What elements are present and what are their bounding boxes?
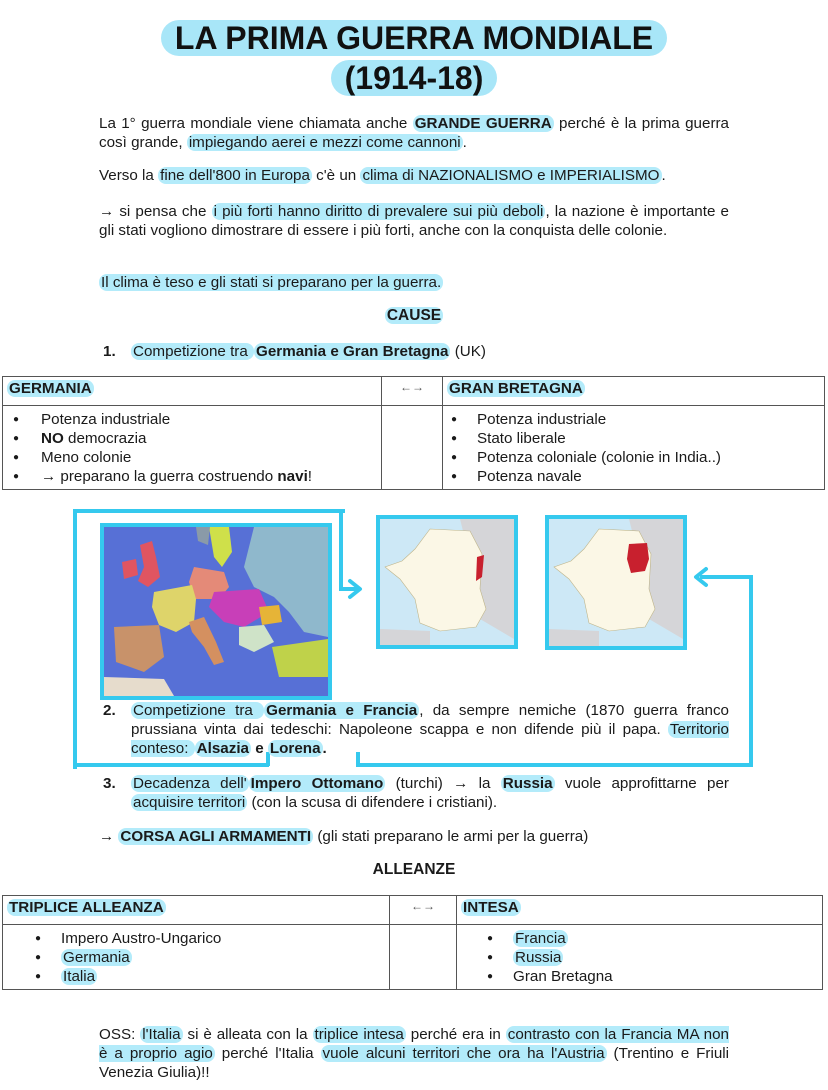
corsa-armamenti-line: → CORSA AGLI ARMAMENTI (gli stati preparano le armi per la guerra) [99, 828, 589, 845]
intro-paragraph-1: La 1° guerra mondiale viene chiamata anche GRANDE GUERRA perché è la prima guerra così grande, impiegando aerei e mezzi come cannoni . [99, 115, 730, 151]
list-item: ● Potenza industriale [443, 410, 824, 429]
connector-bottom-right [356, 763, 752, 767]
alsazia-link: Alsazia [196, 740, 249, 757]
alsace-map-illustration [380, 519, 514, 645]
connector-line-top-right [339, 509, 343, 589]
intro-paragraph-4: Il clima è teso e gli stati si preparano per la guerra. [101, 274, 442, 291]
table-header-gran-bretagna: GRAN BRETAGNA [443, 377, 825, 406]
connector-right-vertical [749, 575, 753, 767]
list-item: ● Stato liberale [443, 429, 824, 448]
list-item: ● Potenza industriale [3, 410, 381, 429]
germania-list-cell [3, 406, 382, 490]
lorraine-map-image [545, 515, 687, 650]
double-arrow-icon: ←→ [390, 896, 457, 925]
germania-list [3, 410, 381, 486]
triplice-list-cell [3, 925, 390, 990]
arrow-left-icon [690, 566, 710, 588]
arrow-right-icon [346, 578, 366, 600]
cause-item-1: 1. Competizione tra Germania e Gran Bretagna (UK) [103, 343, 486, 360]
table-header-germania: GERMANIA [3, 377, 382, 406]
oss-note: OSS: l'Italia si è alleata con la triplice intesa perché era in contrasto con la Francia MA non è a proprio agio perché l'Italia vuole alcuni territori che ora ha l'Austria (Trentino e Friuli Venezia Giulia)!! [99, 1026, 730, 1081]
gb-list-cell [443, 406, 825, 490]
list-item: ● NO democrazia [3, 429, 381, 448]
page-subtitle [0, 60, 828, 97]
cause-item-3: 3. Decadenza dell' Impero Ottomano (turchi) → la Russia vuole approfittarne per acquisire territori (con la scusa di difendere i cristiani). [103, 775, 729, 811]
list-item: ● Germania [3, 948, 389, 967]
page-title-line1: LA PRIMA GUERRA MONDIALE [161, 20, 667, 56]
gran-bretagna-list [443, 410, 824, 486]
europe-map-illustration [104, 527, 328, 696]
page-title [0, 20, 828, 57]
list-item: ● Potenza navale [443, 467, 824, 486]
lorena-link: Lorena [269, 740, 321, 757]
double-arrow-icon: ←→ [382, 377, 443, 406]
intesa-list-cell [457, 925, 823, 990]
page-title-years: (1914-18) [331, 60, 498, 96]
list-item: ● Potenza coloniale (colonie in India..) [443, 448, 824, 467]
europe-map-image [100, 523, 332, 700]
section-heading-alleanze: ALLEANZE [372, 861, 456, 878]
list-item: ● Gran Bretagna [457, 967, 822, 986]
alsace-map-image [376, 515, 518, 649]
triplice-alleanza-list [3, 929, 389, 986]
lorraine-map-illustration [549, 519, 683, 646]
list-item: ● Italia [3, 967, 389, 986]
table-header-triplice-alleanza: TRIPLICE ALLEANZA [3, 896, 390, 925]
list-item: ● Francia [457, 929, 822, 948]
list-item: ● → preparano la guerra costruendo navi! [3, 467, 381, 486]
table-header-intesa: INTESA [457, 896, 823, 925]
intro-paragraph-3: → si pensa che i più forti hanno diritto di prevalere sui più deboli , la nazione è importante e gli stati vogliono dimostrare di essere i più forti, anche con la conquista delle colonie. [99, 203, 729, 239]
cause-item-2: 2. Competizione tra Germania e Francia , da sempre nemiche (1870 guerra franco prussiana vinta dai tedeschi: Napoleone scappa e non difende più il papa. Territorio conteso: Alsazia e Lorena . [103, 702, 729, 757]
list-item: ● Impero Austro-Ungarico [3, 929, 389, 948]
intro-paragraph-2: Verso la fine dell'800 in Europa c'è un clima di NAZIONALISMO e IMPERIALISMO . [99, 167, 666, 184]
alleanze-table [2, 895, 823, 990]
connector-bottom-left [73, 763, 269, 767]
list-item: ● Russia [457, 948, 822, 967]
section-heading-cause: CAUSE [386, 307, 442, 324]
list-item: ● Meno colonie [3, 448, 381, 467]
germania-gb-table [2, 376, 825, 490]
intesa-list [457, 929, 822, 986]
